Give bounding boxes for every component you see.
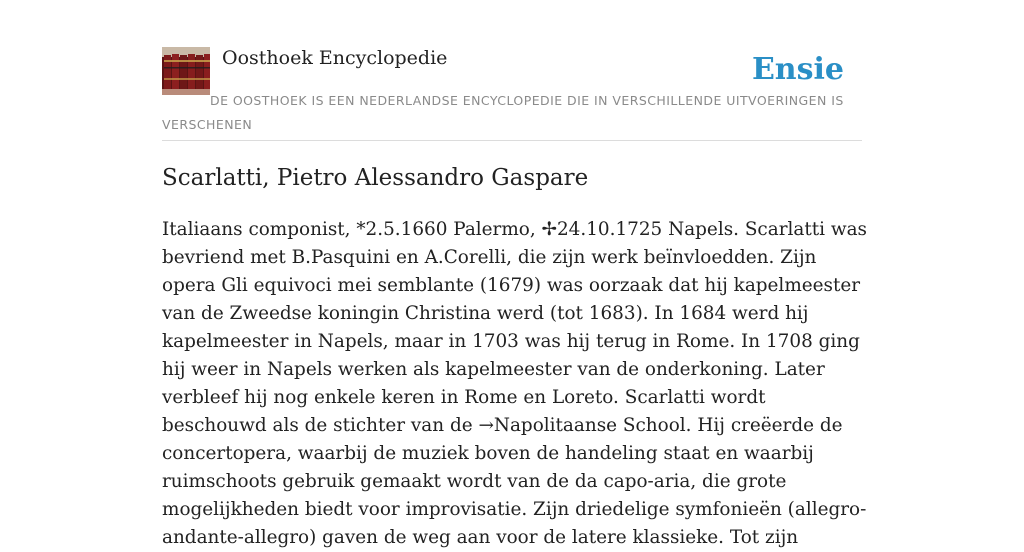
article-body [162,216,867,552]
article-text-part-2: . Hij creëerde de concertopera, waarbij de muziek boven de handeling staat en waarbij ruimschoots gebruik gemaakt wordt van de da capo-aria, die grote mogelijkheden biedt voor improvisatie. Zijn driedelige symfonieën (allegro-andante-allegro) gaven de weg aan voor de latere klassieke. Tot zijn [162,415,867,548]
site-header [162,46,862,141]
site-name-link[interactable]: Oosthoek Encyclopedie [222,47,448,69]
cross-reference-link[interactable]: →Napolitaanse School [478,415,686,436]
site-tagline: DE OOSTHOEK IS EEN NEDERLANDSE ENCYCLOPEDIE DIE IN VERSCHILLENDE UITVOERINGEN IS VERSCHENEN [162,93,844,132]
article-text-part-1: Italiaans componist, *2.5.1660 Palermo, ✢24.10.1725 Napels. Scarlatti was bevriend met B.Pasquini en A.Corelli, die zijn werk beïnvloedden. Zijn opera Gli equivoci mei semblante (1679) was oorzaak dat hij kapelmeester van de Zweedse koningin Christina werd (tot 1683). In 1684 werd hij kapelmeester in Napels, maar in 1703 was hij terug in Rome. In 1708 ging hij weer in Napels werken als kapelmeester van de onderkoning. Later verbleef hij nog enkele keren in Rome en Loreto. Scarlatti wordt beschouwd als de stichter van de [162,219,867,436]
article-title: Scarlatti, Pietro Alessandro Gaspare [162,165,589,191]
encyclopedia-books-icon [162,47,210,95]
avatar[interactable] [162,47,210,95]
brand-logo-link[interactable]: Ensie [751,52,844,87]
